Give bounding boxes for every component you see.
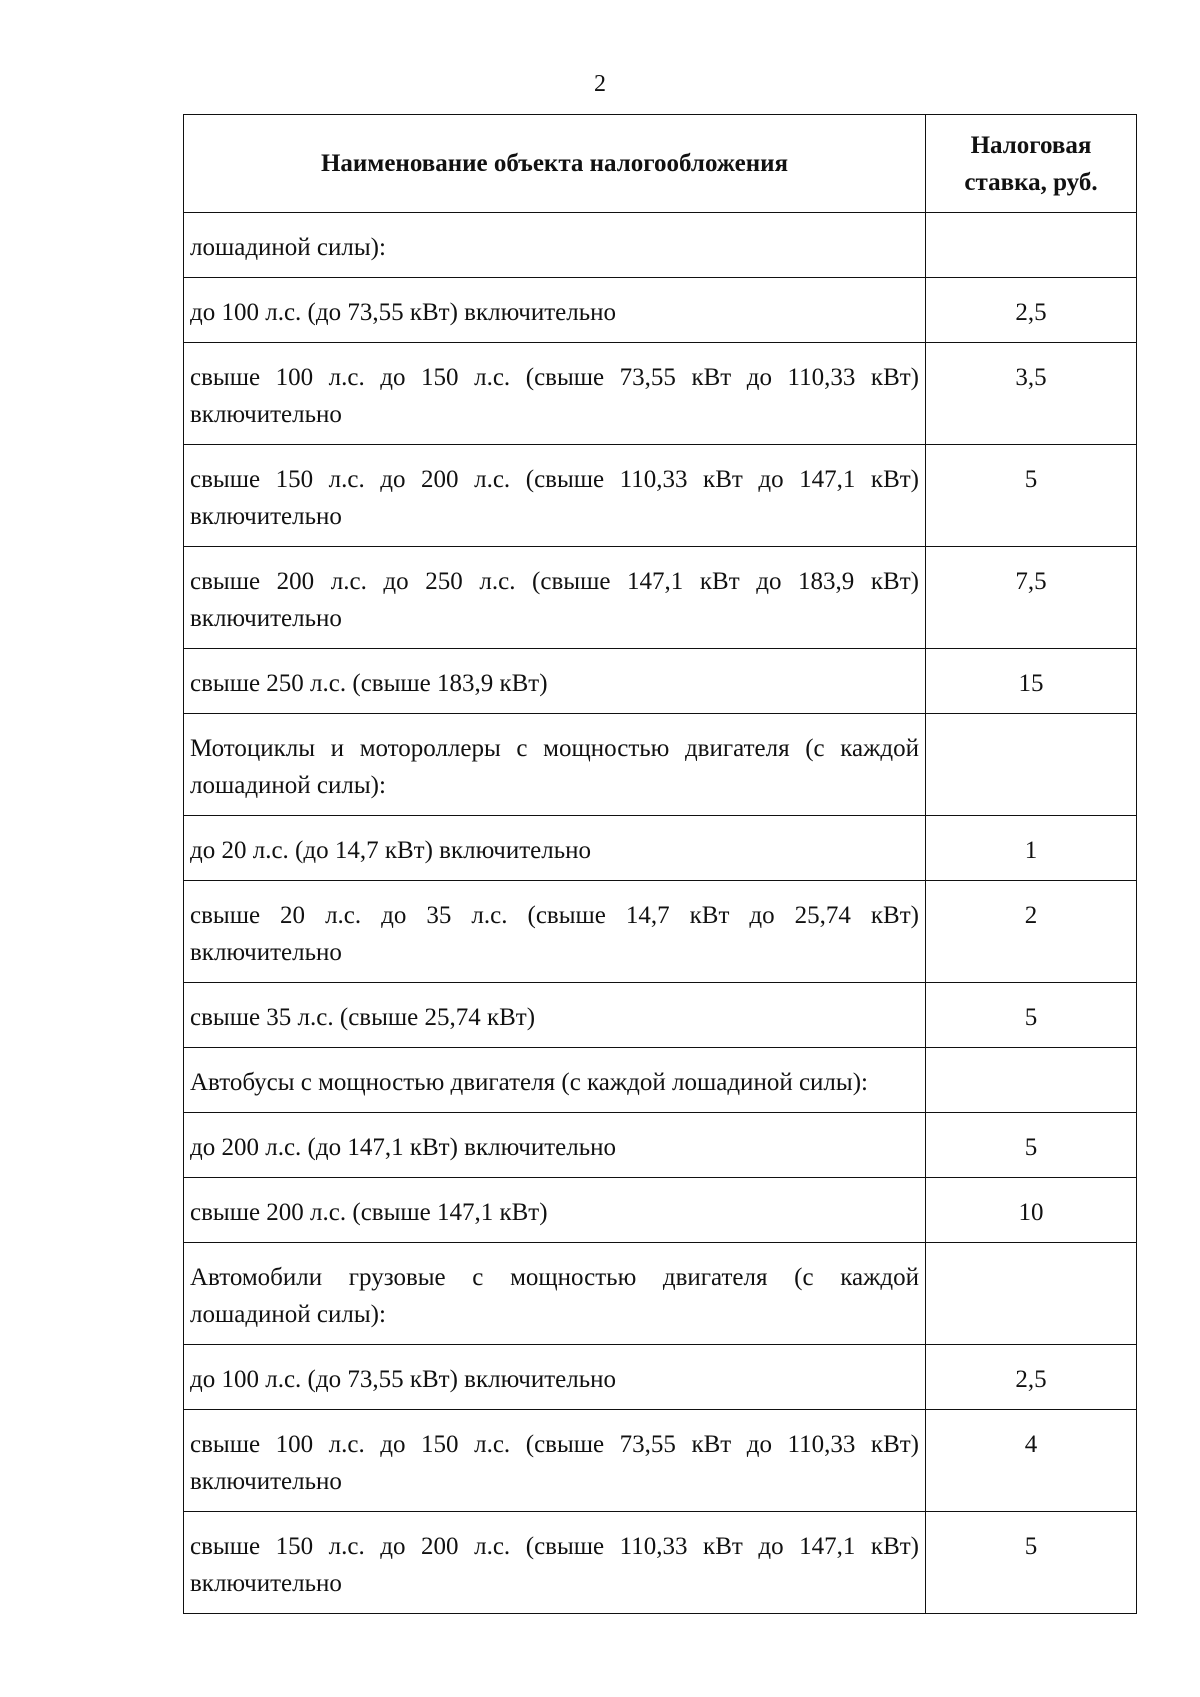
row-tax-rate: 4 — [926, 1410, 1137, 1512]
row-object-name: до 20 л.с. (до 14,7 кВт) включительно — [184, 816, 926, 881]
row-tax-rate — [926, 213, 1137, 278]
row-object-name: до 100 л.с. (до 73,55 кВт) включительно — [184, 278, 926, 343]
header-object-name: Наименование объекта налогообложения — [184, 115, 926, 213]
table-row — [184, 881, 1137, 983]
table-row — [184, 714, 1137, 816]
row-object-name: до 100 л.с. (до 73,55 кВт) включительно — [184, 1345, 926, 1410]
row-tax-rate — [926, 1243, 1137, 1345]
table-row — [184, 1048, 1137, 1113]
table-row — [184, 278, 1137, 343]
row-object-name: свыше 100 л.с. до 150 л.с. (свыше 73,55 кВт до 110,33 кВт) включительно — [184, 1410, 926, 1512]
table-row — [184, 1243, 1137, 1345]
table-row — [184, 547, 1137, 649]
row-tax-rate: 7,5 — [926, 547, 1137, 649]
row-object-name: свыше 150 л.с. до 200 л.с. (свыше 110,33 кВт до 147,1 кВт) включительно — [184, 445, 926, 547]
row-object-name: свыше 200 л.с. до 250 л.с. (свыше 147,1 кВт до 183,9 кВт) включительно — [184, 547, 926, 649]
table-row — [184, 1410, 1137, 1512]
tax-rate-table — [183, 114, 1137, 1614]
row-object-name: свыше 150 л.с. до 200 л.с. (свыше 110,33 кВт до 147,1 кВт) включительно — [184, 1512, 926, 1614]
table-row — [184, 816, 1137, 881]
row-object-name: свыше 100 л.с. до 150 л.с. (свыше 73,55 кВт до 110,33 кВт) включительно — [184, 343, 926, 445]
row-tax-rate — [926, 714, 1137, 816]
table-row — [184, 1113, 1137, 1178]
table-row — [184, 1512, 1137, 1614]
row-object-name: свыше 250 л.с. (свыше 183,9 кВт) — [184, 649, 926, 714]
row-object-name: Автобусы с мощностью двигателя (с каждой лошадиной силы): — [184, 1048, 926, 1113]
row-object-name: свыше 200 л.с. (свыше 147,1 кВт) — [184, 1178, 926, 1243]
table-row — [184, 343, 1137, 445]
table-row — [184, 983, 1137, 1048]
header-tax-rate: Налоговая ставка, руб. — [926, 115, 1137, 213]
row-tax-rate: 5 — [926, 983, 1137, 1048]
row-tax-rate: 10 — [926, 1178, 1137, 1243]
table-row — [184, 1345, 1137, 1410]
page-number: 2 — [594, 71, 606, 97]
row-tax-rate: 2 — [926, 881, 1137, 983]
row-object-name: Мотоциклы и мотороллеры с мощностью двигателя (с каждой лошадиной силы): — [184, 714, 926, 816]
table-row — [184, 649, 1137, 714]
row-tax-rate: 2,5 — [926, 1345, 1137, 1410]
row-object-name: лошадиной силы): — [184, 213, 926, 278]
row-tax-rate: 5 — [926, 1113, 1137, 1178]
table-header-row — [184, 115, 1137, 213]
row-tax-rate: 3,5 — [926, 343, 1137, 445]
row-tax-rate: 1 — [926, 816, 1137, 881]
table-row — [184, 445, 1137, 547]
row-tax-rate: 15 — [926, 649, 1137, 714]
row-object-name: Автомобили грузовые с мощностью двигателя (с каждой лошадиной силы): — [184, 1243, 926, 1345]
table-row — [184, 213, 1137, 278]
row-tax-rate: 2,5 — [926, 278, 1137, 343]
row-object-name: до 200 л.с. (до 147,1 кВт) включительно — [184, 1113, 926, 1178]
row-tax-rate: 5 — [926, 1512, 1137, 1614]
row-tax-rate — [926, 1048, 1137, 1113]
row-tax-rate: 5 — [926, 445, 1137, 547]
row-object-name: свыше 20 л.с. до 35 л.с. (свыше 14,7 кВт до 25,74 кВт) включительно — [184, 881, 926, 983]
table-row — [184, 1178, 1137, 1243]
row-object-name: свыше 35 л.с. (свыше 25,74 кВт) — [184, 983, 926, 1048]
